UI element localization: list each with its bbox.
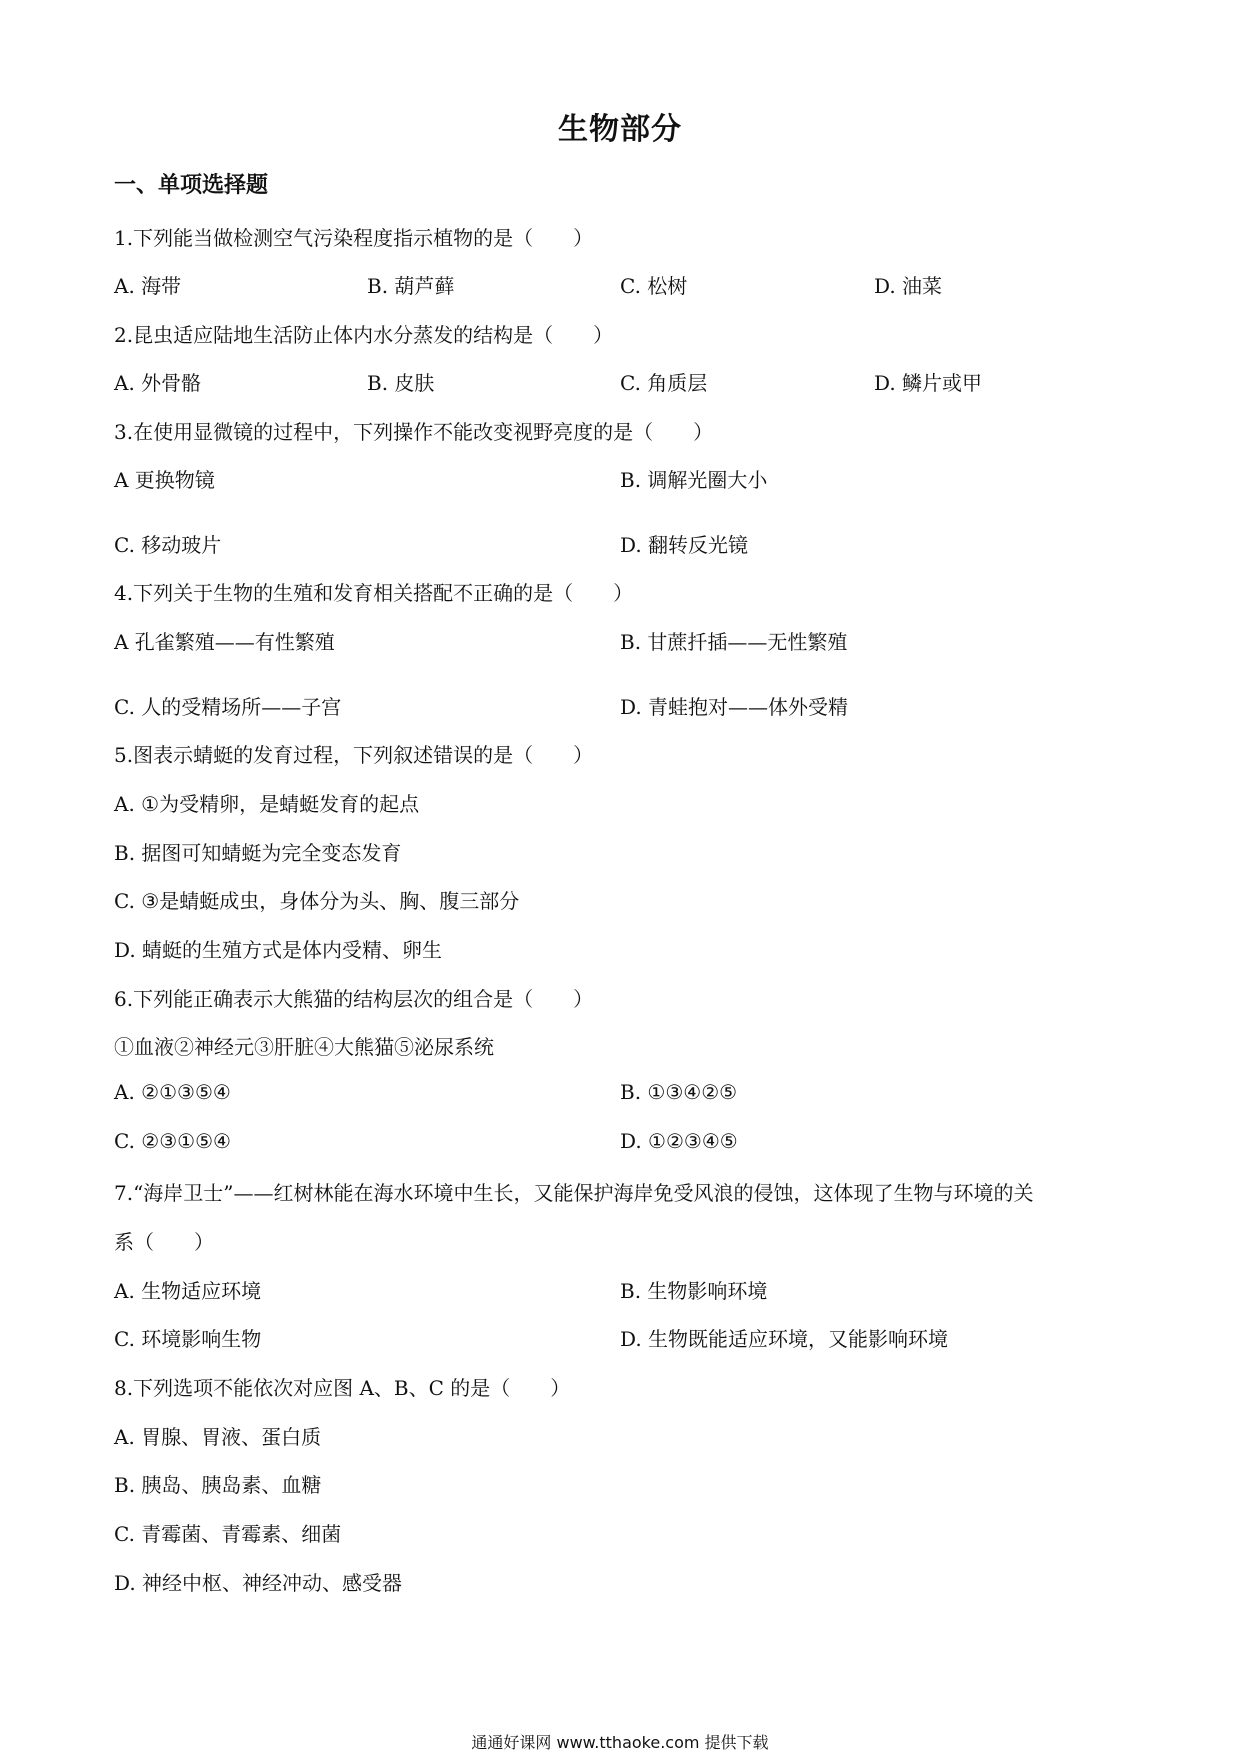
q5-option-c: C. ③是蜻蜓成虫，身体分为头、胸、腹三部分 [114, 889, 520, 913]
question-6-items: ①血液②神经元③肝脏④大熊猫⑤泌尿系统 [114, 1035, 494, 1059]
question-2-stem: 2.昆虫适应陆地生活防止体内水分蒸发的结构是（ ） [114, 323, 614, 347]
q8-option-d: D. 神经中枢、神经冲动、感受器 [114, 1571, 403, 1595]
question-1-stem: 1.下列能当做检测空气污染程度指示植物的是（ ） [114, 226, 594, 250]
question-7-stem-continued: 系（ ） [114, 1230, 214, 1254]
q3-option-a: A 更换物镜 [114, 468, 215, 492]
q4-option-c: C. 人的受精场所——子宫 [114, 695, 342, 719]
page-title: 生物部分 [558, 112, 682, 147]
q6-option-d: D. ①②③④⑤ [620, 1129, 738, 1153]
q1-option-a: A. 海带 [114, 274, 182, 298]
q2-option-c: C. 角质层 [620, 371, 708, 395]
q3-option-b: B. 调解光圈大小 [620, 468, 768, 492]
q3-option-d: D. 翻转反光镜 [620, 533, 749, 557]
q3-option-c: C. 移动玻片 [114, 533, 222, 557]
q7-option-c: C. 环境影响生物 [114, 1327, 262, 1351]
question-6-stem: 6.下列能正确表示大熊猫的结构层次的组合是（ ） [114, 987, 594, 1011]
q4-option-a: A 孔雀繁殖——有性繁殖 [114, 630, 335, 654]
q8-option-b: B. 胰岛、胰岛素、血糖 [114, 1473, 322, 1497]
q2-option-d: D. 鳞片或甲 [874, 371, 983, 395]
q7-option-d: D. 生物既能适应环境，又能影响环境 [620, 1327, 949, 1351]
q7-option-b: B. 生物影响环境 [620, 1279, 768, 1303]
question-4-stem: 4.下列关于生物的生殖和发育相关搭配不正确的是（ ） [114, 581, 634, 605]
question-7-stem: 7.“海岸卫士”——红树林能在海水环境中生长，又能保护海岸免受风浪的侵蚀，这体现了生物与环境的关 [114, 1181, 1034, 1205]
q6-option-c: C. ②③①⑤④ [114, 1129, 231, 1153]
q5-option-b: B. 据图可知蜻蜓为完全变态发育 [114, 841, 402, 865]
q2-option-b: B. 皮肤 [367, 371, 435, 395]
q1-option-c: C. 松树 [620, 274, 688, 298]
q6-option-b: B. ①③④②⑤ [620, 1080, 738, 1104]
q1-option-d: D. 油菜 [874, 274, 943, 298]
section-heading: 一、单项选择题 [114, 173, 269, 198]
q5-option-a: A. ①为受精卵，是蜻蜓发育的起点 [114, 792, 420, 816]
question-8-stem: 8.下列选项不能依次对应图 A、B、C 的是（ ） [114, 1376, 571, 1400]
page-footer: 通通好课网 www.tthaoke.com 提供下载 [471, 1733, 769, 1752]
q6-option-a: A. ②①③⑤④ [114, 1080, 231, 1104]
q7-option-a: A. 生物适应环境 [114, 1279, 262, 1303]
q4-option-b: B. 甘蔗扦插——无性繁殖 [620, 630, 848, 654]
q8-option-c: C. 青霉菌、青霉素、细菌 [114, 1522, 342, 1546]
q1-option-b: B. 葫芦藓 [367, 274, 455, 298]
question-3-stem: 3.在使用显微镜的过程中，下列操作不能改变视野亮度的是（ ） [114, 420, 714, 444]
q2-option-a: A. 外骨骼 [114, 371, 202, 395]
question-5-stem: 5.图表示蜻蜓的发育过程，下列叙述错误的是（ ） [114, 743, 594, 767]
q5-option-d: D. 蜻蜓的生殖方式是体内受精、卵生 [114, 938, 443, 962]
q4-option-d: D. 青蛙抱对——体外受精 [620, 695, 849, 719]
q8-option-a: A. 胃腺、胃液、蛋白质 [114, 1425, 322, 1449]
